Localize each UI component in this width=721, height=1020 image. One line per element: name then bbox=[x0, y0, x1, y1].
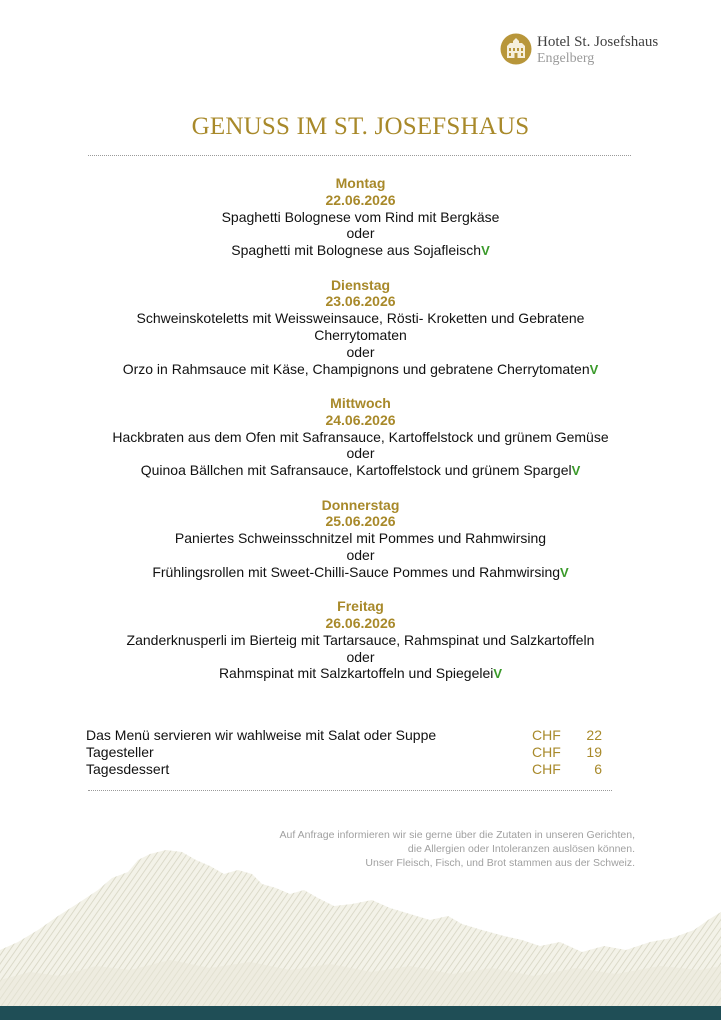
main-dish: Zanderknusperli im Bierteig mit Tartarsauce, Rahmspinat und Salzkartoffeln bbox=[126, 631, 595, 648]
price-row-tagesteller bbox=[86, 744, 626, 761]
page-title: GENUSS IM ST. JOSEFSHAUS bbox=[191, 113, 530, 140]
price-currency: CHF bbox=[532, 727, 561, 743]
price-currency: CHF bbox=[532, 744, 561, 760]
main-dish: Paniertes Schweinsschnitzel mit Pommes und Rahmwirsing bbox=[174, 530, 547, 547]
day-date: 25.06.2026 bbox=[325, 513, 396, 530]
day-date: 22.06.2026 bbox=[325, 191, 396, 208]
day-date: 26.06.2026 bbox=[325, 614, 396, 631]
price-label: Tagesdessert bbox=[86, 761, 170, 777]
vegetarian-dish-text: Orzo in Rahmsauce mit Käse, Champignons und gebratene Cherrytomaten bbox=[122, 360, 590, 377]
or-separator: oder bbox=[346, 343, 375, 360]
price-value: 6 bbox=[594, 761, 602, 777]
vegetarian-dish bbox=[0, 462, 721, 480]
vegetarian-dish-text: Quinoa Bällchen mit Safransauce, Kartoffelstock und grünem Spargel bbox=[140, 462, 572, 479]
price-row-menu bbox=[86, 727, 626, 744]
price-list bbox=[86, 727, 626, 778]
day-date: 23.06.2026 bbox=[325, 293, 396, 310]
note-line: die Allergien oder Intoleranzen auslösen können. bbox=[407, 843, 635, 855]
vegetarian-icon: V bbox=[589, 361, 599, 377]
note-line: Auf Anfrage informieren wir sie gerne über die Zutaten in unseren Gerichten, bbox=[279, 829, 635, 841]
vegetarian-dish-text: Frühlingsrollen mit Sweet-Chilli-Sauce Pommes und Rahmwirsing bbox=[152, 563, 561, 580]
vegetarian-dish-text: Rahmspinat mit Salzkartoffeln und Spiegelei bbox=[218, 665, 494, 682]
day-friday bbox=[0, 598, 721, 683]
footer-bar bbox=[0, 1006, 721, 1020]
or-separator: oder bbox=[346, 225, 375, 242]
day-thursday bbox=[0, 497, 721, 582]
vegetarian-dish bbox=[0, 242, 721, 260]
day-date: 24.06.2026 bbox=[325, 411, 396, 428]
main-dish: Hackbraten aus dem Ofen mit Safransauce, Kartoffelstock und grünem Gemüse bbox=[112, 428, 609, 445]
main-dish-line-2: Cherrytomaten bbox=[314, 326, 407, 343]
day-name: Dienstag bbox=[330, 276, 391, 293]
price-currency: CHF bbox=[532, 761, 561, 777]
hotel-building-icon bbox=[500, 33, 532, 65]
day-tuesday bbox=[0, 277, 721, 379]
mountain-silhouette bbox=[0, 850, 721, 1020]
hotel-location: Engelberg bbox=[537, 51, 595, 66]
price-label: Das Menü servieren wir wahlweise mit Salat oder Suppe bbox=[86, 727, 437, 743]
vegetarian-icon: V bbox=[571, 463, 581, 479]
price-value: 19 bbox=[586, 744, 602, 760]
title-divider bbox=[88, 155, 631, 156]
price-label: Tagesteller bbox=[86, 744, 154, 760]
price-divider bbox=[88, 790, 612, 791]
hotel-name: Hotel St. Josefshaus bbox=[537, 34, 659, 50]
day-name: Montag bbox=[335, 175, 386, 191]
note-line: Unser Fleisch, Fisch, und Brot stammen aus der Schweiz. bbox=[365, 857, 635, 869]
day-monday bbox=[0, 175, 721, 260]
weekly-menu bbox=[0, 175, 721, 700]
day-name: Donnerstag bbox=[321, 496, 400, 513]
vegetarian-dish bbox=[0, 564, 721, 582]
day-name: Mittwoch bbox=[330, 394, 391, 411]
hotel-logo bbox=[500, 33, 675, 69]
price-value: 22 bbox=[586, 727, 602, 743]
price-row-tagesdessert bbox=[86, 761, 626, 778]
or-separator: oder bbox=[346, 546, 375, 563]
or-separator: oder bbox=[346, 648, 375, 665]
vegetarian-dish bbox=[0, 665, 721, 683]
vegetarian-dish bbox=[0, 361, 721, 379]
vegetarian-icon: V bbox=[481, 243, 490, 259]
or-separator: oder bbox=[346, 445, 375, 462]
vegetarian-icon: V bbox=[493, 666, 503, 682]
day-name: Freitag bbox=[337, 598, 384, 615]
main-dish-line-1: Schweinskoteletts mit Weissweinsauce, Rösti- Kroketten und Gebratene bbox=[136, 310, 585, 327]
day-wednesday bbox=[0, 395, 721, 480]
main-dish: Spaghetti Bolognese vom Rind mit Bergkäse bbox=[221, 208, 500, 225]
vegetarian-icon: V bbox=[560, 564, 569, 580]
vegetarian-dish-text: Spaghetti mit Bolognese aus Sojafleisch bbox=[231, 242, 482, 259]
